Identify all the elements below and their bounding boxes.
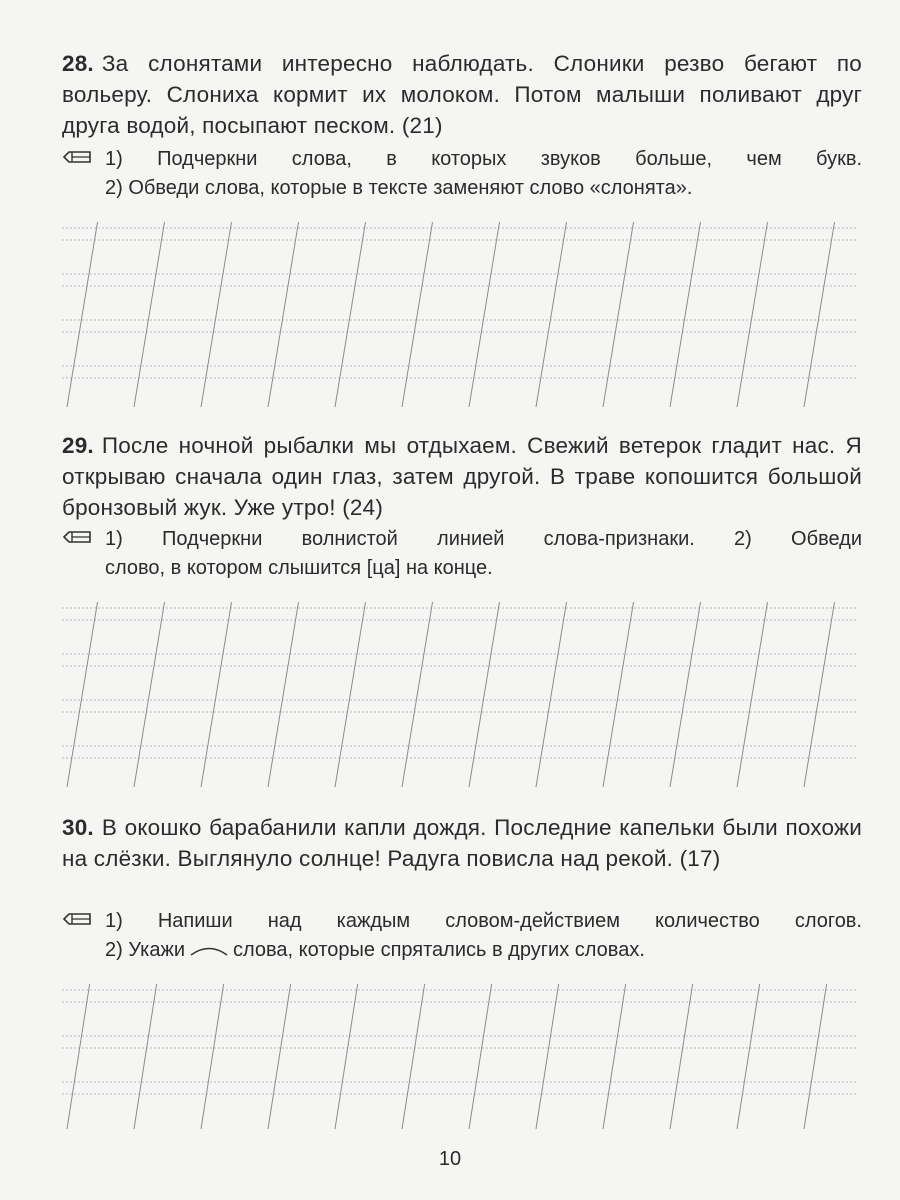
exercise-number: 28. — [62, 51, 94, 76]
exercise-29 — [62, 430, 862, 523]
exercise-text: За слонятами интересно наблюдать. Слоники резво бегают по вольеру. Слониха кормит их молоком. Потом малыши поливают друг друга водой, посыпают песком. (21) — [62, 51, 862, 138]
task-line: 2) Обведи слова, которые в тексте заменяют слово «слонята». — [105, 177, 693, 199]
exercise-28 — [62, 48, 862, 141]
pencil-icon — [62, 910, 92, 928]
page-number: 10 — [438, 1148, 462, 1170]
exercise-text: После ночной рыбалки мы отдыхаем. Свежий ветерок гладит нас. Я открываю сначала один глаз, затем другой. В траве копошится большой бронзовый жук. Уже утро! (24) — [62, 433, 862, 520]
exercise-number: 29. — [62, 433, 94, 458]
exercise-30 — [62, 812, 862, 874]
exercise-text: В окошко барабанили капли дождя. Последние капельки были похожи на слёзки. Выглянуло солнце! Радуга повисла над рекой. (17) — [62, 815, 862, 871]
task-line: 1) Подчеркни волнистой линией слова-признаки. 2) Обведи — [105, 528, 862, 550]
writing-area-30 — [62, 984, 856, 1134]
task-text: 2) Укажи — [105, 939, 186, 961]
writing-area-29 — [62, 602, 856, 792]
task-line: слово, в котором слышится [ца] на конце. — [105, 557, 493, 579]
task-line: 1) Напиши над каждым словом-действием количество слогов. — [105, 910, 862, 932]
exercise-number: 30. — [62, 815, 94, 840]
task-29 — [62, 525, 862, 583]
writing-area-28 — [62, 222, 856, 412]
exercise-29-text-block — [62, 430, 862, 523]
task-line: 1) Подчеркни слова, в которых звуков больше, чем букв. — [105, 148, 862, 170]
exercise-30-text-block — [62, 812, 862, 874]
task-line-with-symbol — [105, 936, 862, 965]
task-30 — [62, 907, 862, 965]
exercise-28-text-block — [62, 48, 862, 141]
arc-symbol-icon — [189, 946, 229, 956]
task-28 — [62, 145, 862, 203]
pencil-icon — [62, 528, 92, 546]
pencil-icon — [62, 148, 92, 166]
task-text: слова, которые спрятались в других словах. — [233, 939, 645, 961]
